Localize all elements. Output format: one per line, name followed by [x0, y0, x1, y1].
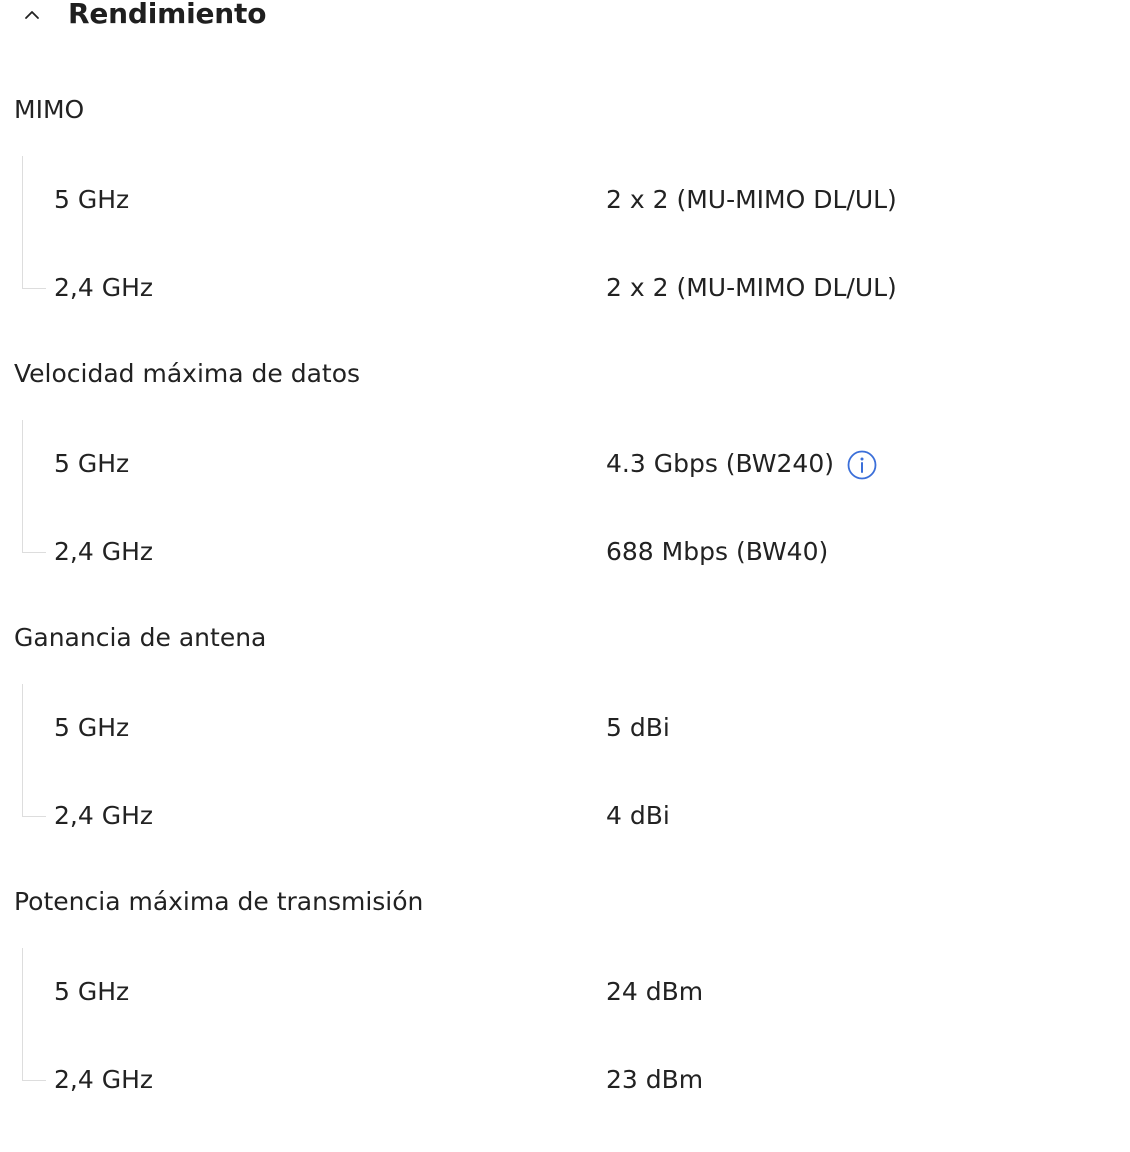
- tree-connector: [22, 684, 23, 816]
- spec-group-label: Velocidad máxima de datos: [14, 359, 361, 388]
- spec-row: [0, 712, 1130, 744]
- tree-branch: [22, 288, 46, 289]
- spec-row-label: 5 GHz: [54, 185, 130, 214]
- tree-branch: [22, 1080, 46, 1081]
- spec-row-value: 4 dBi: [606, 801, 670, 830]
- tree-connector: [22, 156, 23, 288]
- section-title: Rendimiento: [68, 0, 267, 30]
- spec-row: [0, 800, 1130, 832]
- spec-group-mimo: [0, 96, 1130, 360]
- spec-row-label: 2,4 GHz: [54, 537, 153, 566]
- spec-row: [0, 184, 1130, 216]
- tree-branch: [22, 816, 46, 817]
- spec-row-value: 5 dBi: [606, 713, 670, 742]
- spec-group-max-transmit-power: [0, 888, 1130, 1152]
- spec-row-value: 4.3 Gbps (BW240): [606, 449, 834, 478]
- spec-row-value: 688 Mbps (BW40): [606, 537, 829, 566]
- spec-row: [0, 272, 1130, 304]
- spec-row: [0, 976, 1130, 1008]
- spec-row: [0, 1064, 1130, 1096]
- spec-row-label: 2,4 GHz: [54, 1065, 153, 1094]
- spec-row-label: 5 GHz: [54, 977, 130, 1006]
- spec-row-value: 24 dBm: [606, 977, 704, 1006]
- spec-group-label: MIMO: [14, 95, 85, 124]
- spec-row: [0, 536, 1130, 568]
- spec-row-label: 5 GHz: [54, 449, 130, 478]
- spec-row: [0, 448, 1130, 480]
- chevron-up-icon: [22, 5, 42, 25]
- info-icon[interactable]: [847, 450, 877, 480]
- spec-row-value: 2 x 2 (MU-MIMO DL/UL): [606, 185, 897, 214]
- section-header-rendimiento[interactable]: [0, 0, 400, 36]
- spec-row-value: 23 dBm: [606, 1065, 704, 1094]
- tree-connector: [22, 948, 23, 1080]
- spec-group-label: Potencia máxima de transmisión: [14, 887, 424, 916]
- spec-group-max-data-rate: [0, 360, 1130, 624]
- spec-row-value: 2 x 2 (MU-MIMO DL/UL): [606, 273, 897, 302]
- tree-connector: [22, 420, 23, 552]
- spec-group-antenna-gain: [0, 624, 1130, 888]
- spec-row-label: 2,4 GHz: [54, 801, 153, 830]
- spec-group-label: Ganancia de antena: [14, 623, 267, 652]
- tree-branch: [22, 552, 46, 553]
- spec-row-label: 5 GHz: [54, 713, 130, 742]
- spec-row-label: 2,4 GHz: [54, 273, 153, 302]
